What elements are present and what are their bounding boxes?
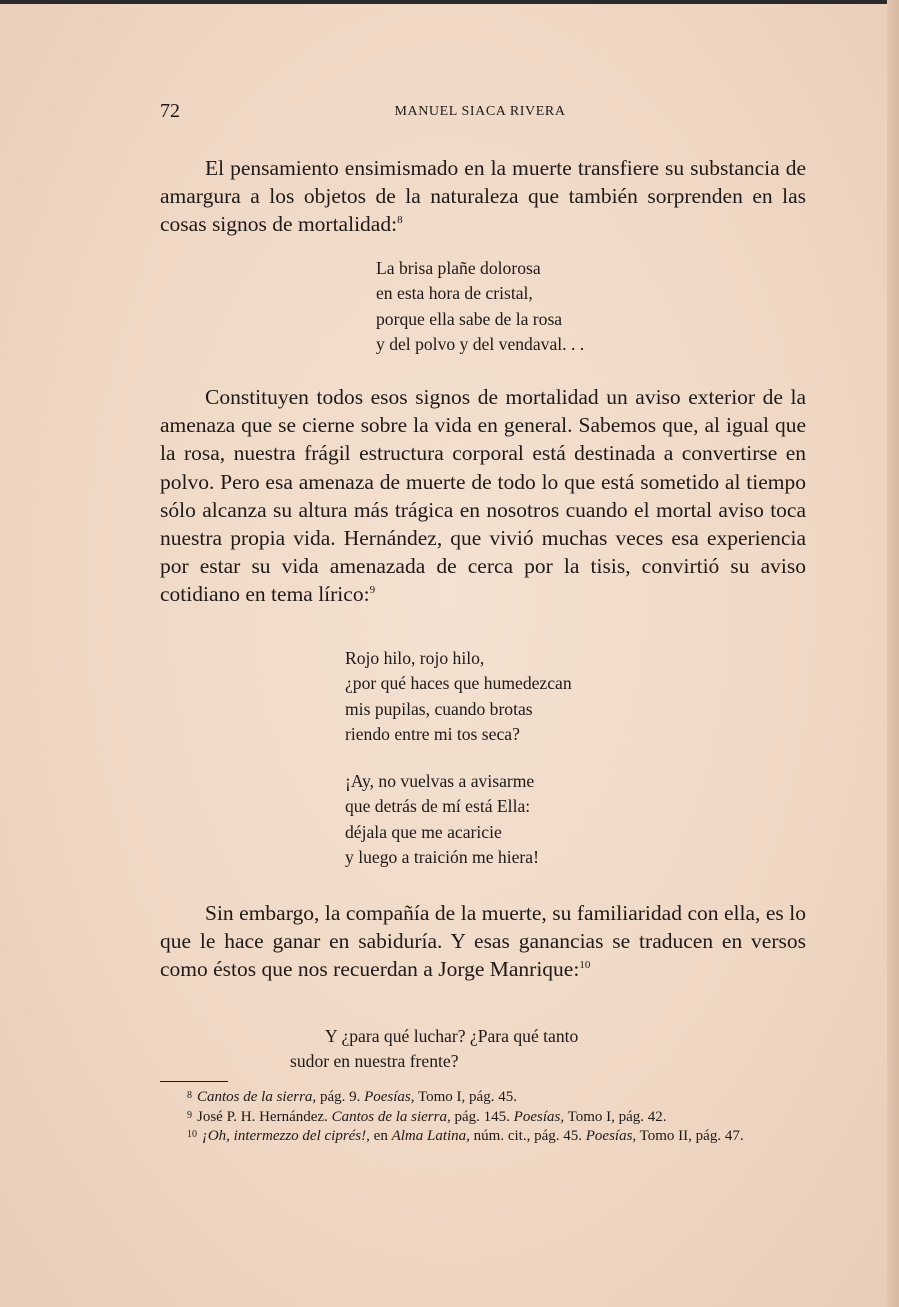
verse-line: mis pupilas, cuando brotas <box>345 698 533 719</box>
verse-ay <box>345 769 539 870</box>
paragraph-3 <box>160 899 806 984</box>
footnote-rule <box>160 1081 228 1082</box>
footnote-text: en <box>369 1128 392 1144</box>
paragraph-text: Sin embargo, la compañía de la muerte, su familiaridad con ella, es lo que le hace ganar en sabiduría. Y esas ganancias se traducen en versos como éstos que nos recuerdan a Jorge Manrique: <box>160 901 806 982</box>
verse-line: riendo entre mi tos seca? <box>345 723 520 744</box>
running-title: MANUEL SIACA RIVERA <box>394 104 566 119</box>
page-top-edge <box>0 0 899 4</box>
footnote-8 <box>160 1087 806 1107</box>
paragraph-text: Constituyen todos esos signos de mortalidad un aviso exterior de la amenaza que se cierne sobre la vida en general. Sabemos que, al igual que la rosa, nuestra frágil estructura corporal está destinada a convertirse en polvo. Pero esa amenaza de muerte de todo lo que está sometido al tiempo sólo alcanza su altura más trágica en nosotros cuando el mortal aviso toca nuestra propia vida. Hernández, que vivió muchas veces esa experiencia por estar su vida amenazada de cerca por la tisis, convirtió su aviso cotidiano en tema lírico: <box>160 385 806 607</box>
footnote-work: Poesías, <box>364 1089 415 1105</box>
verse-line: déjala que me acaricie <box>345 821 502 842</box>
footnotes <box>160 1087 806 1146</box>
verse-line: porque ella sabe de la rosa <box>376 308 563 329</box>
footnote-work: Poesías, <box>585 1128 637 1144</box>
verse-line: en esta hora de cristal, <box>376 283 533 304</box>
footnote-text: Tomo I, pág. 42. <box>564 1108 667 1125</box>
page-right-edge <box>887 0 899 1307</box>
verse-luchar <box>290 1024 578 1075</box>
running-head <box>160 100 800 130</box>
footnote-text: Tomo II, pág. 47. <box>636 1128 744 1144</box>
footnote-9 <box>160 1107 806 1127</box>
paragraph-1 <box>160 154 806 239</box>
footnote-text: Tomo I, pág. 45. <box>414 1089 517 1105</box>
footnote-work: Cantos de la sierra, <box>331 1108 451 1125</box>
footnote-number: 8 <box>187 1090 192 1101</box>
footnote-text: núm. cit., pág. 45. <box>469 1128 586 1144</box>
note-ref: 10 <box>579 959 591 972</box>
verse-line: Y ¿para qué luchar? ¿Para qué tanto <box>325 1026 579 1046</box>
footnote-work: ¡Oh, intermezzo del ciprés!, <box>202 1128 370 1144</box>
verse-line: sudor en nuestra frente? <box>290 1051 459 1072</box>
footnote-work: Poesías, <box>513 1108 565 1125</box>
verse-line: La brisa plañe dolorosa <box>376 258 541 278</box>
paragraph-2 <box>160 383 806 609</box>
verse-line: y luego a traición me hiera! <box>345 846 539 867</box>
page-number: 72 <box>160 100 180 122</box>
footnote-work: Alma Latina, <box>391 1128 470 1144</box>
footnote-number: 9 <box>187 1109 192 1121</box>
footnote-text: pág. 145. <box>450 1108 514 1125</box>
paragraph-text: El pensamiento ensimismado en la muerte transfiere su substancia de amargura a los objetos de la naturaleza que también sorprenden en las cosas signos de mortalidad: <box>160 156 806 237</box>
footnote-text: pág. 9. <box>316 1089 365 1105</box>
verse-rojo-hilo <box>345 646 572 747</box>
verse-brisa <box>376 256 584 357</box>
footnote-10 <box>160 1126 806 1146</box>
verse-line: y del polvo y del vendaval. . . <box>376 333 585 354</box>
footnote-author: José P. H. Hernández. <box>197 1108 332 1125</box>
verse-line: ¿por qué haces que humedezcan <box>345 673 572 694</box>
note-ref: 9 <box>369 584 376 597</box>
verse-line: ¡Ay, no vuelvas a avisarme <box>345 771 535 791</box>
verse-line: que detrás de mí está Ella: <box>345 796 531 817</box>
footnote-work: Cantos de la sierra, <box>197 1089 317 1105</box>
footnote-number: 10 <box>187 1129 197 1140</box>
verse-line: Rojo hilo, rojo hilo, <box>345 648 485 668</box>
note-ref: 8 <box>397 214 403 227</box>
